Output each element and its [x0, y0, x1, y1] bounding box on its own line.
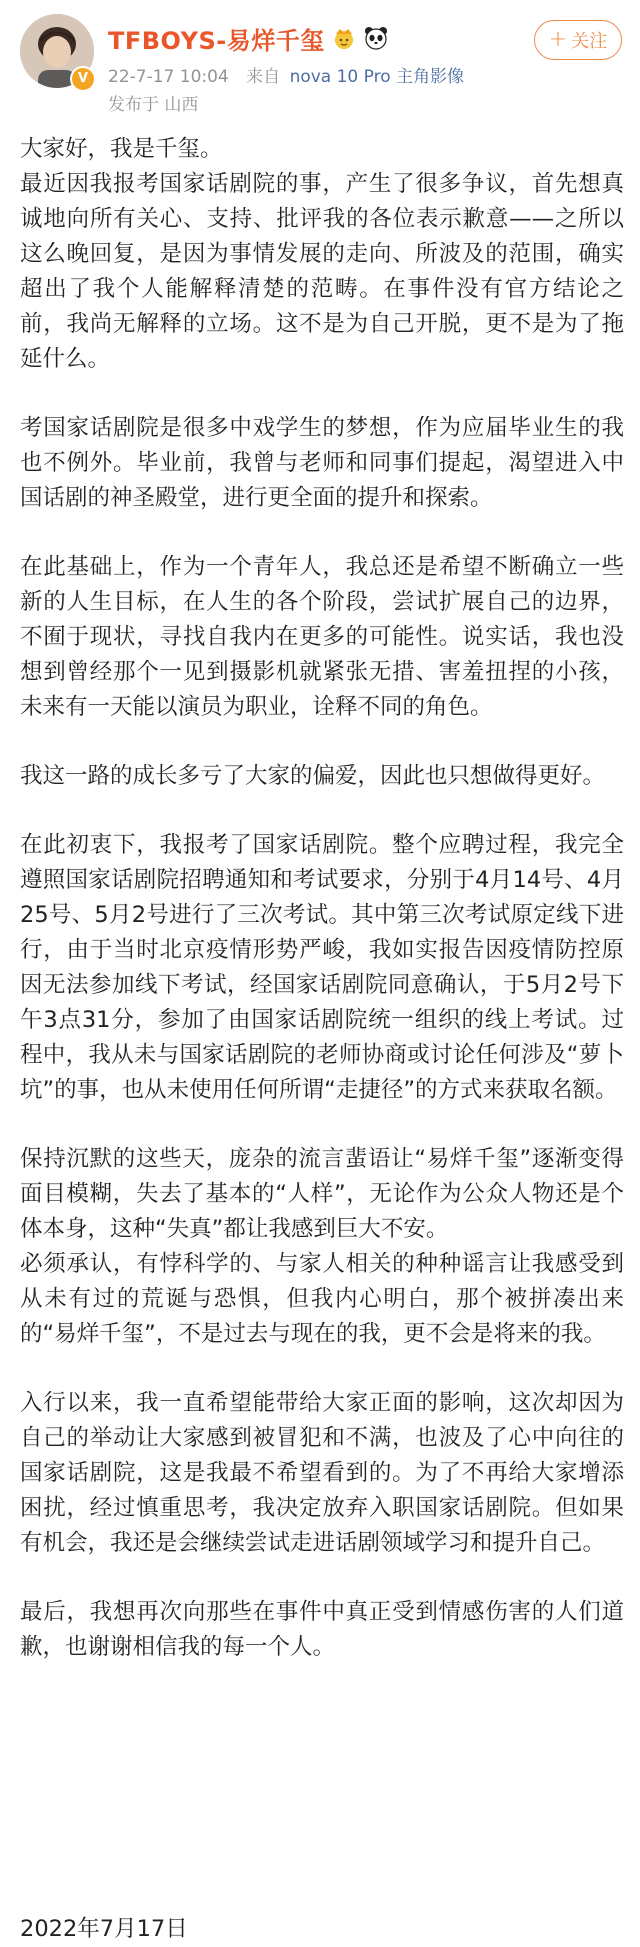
post-date-signoff: 2022年7月17日 — [20, 1916, 188, 1942]
post-paragraph: 在此初衷下，我报考了国家话剧院。整个应聘过程，我完全遵照国家话剧院招聘通知和考试要求，分别于4月14号、4月25号、5月2号进行了三次考试。其中第三次考试原定线下进行，由于当时北京疫情形势严峻，我如实报告因疫情防控原因无法参加线下考试，经国家话剧院同意确认，于5月2号下午3点31分，参加了由国家话剧院统一组织的线上考试。过程中，我从未与国家话剧院的老师协商或讨论任何涉及“萝卜坑”的事，也从未使用任何所谓“走捷径”的方式来获取名额。 — [20, 832, 624, 1103]
panda-emoji-icon — [363, 25, 389, 51]
post-paragraph: 大家好，我是千玺。 最近因我报考国家话剧院的事，产生了很多争议，首先想真诚地向所有关心、支持、批评我的各位表示歉意——之所以这么晚回复，是因为事情发展的走向、所波及的范围，确实超出了我个人能解释清楚的范畴。在事件没有官方结论之前，我尚无解释的立场。这不是为自己开脱，更不是为了拖延什么。 — [20, 136, 624, 372]
post-body — [20, 132, 624, 1665]
post-paragraph: 在此基础上，作为一个青年人，我总还是希望不断确立一些新的人生目标，在人生的各个阶段，尝试扩展自己的边界，不囿于现状，寻找自我内在更多的可能性。说实话，我也没想到曾经那个一见到摄影机就紧张无措、害羞扭捏的小孩，未来有一天能以演员为职业，诠释不同的角色。 — [20, 554, 624, 720]
follow-button[interactable] — [534, 20, 622, 60]
post-location: 发布于 山西 — [108, 95, 199, 115]
follow-label: 关注 — [571, 31, 608, 52]
post-paragraph: 保持沉默的这些天，庞杂的流言蜚语让“易烊千玺”逐渐变得面目模糊，失去了基本的“人样”，无论作为公众人物还是个体本身，这种“失真”都让我感到巨大不安。 必须承认，有悖科学的、与家人相关的种种谣言让我感受到从未有过的荒诞与恐惧，但我内心明白，那个被拼凑出来的“易烊千玺”，不是过去与现在的我，更不会是将来的我。 — [20, 1146, 624, 1347]
username[interactable]: TFBOYS-易烊千玺 — [108, 26, 325, 55]
post-paragraph: 考国家话剧院是很多中戏学生的梦想，作为应届毕业生的我也不例外。毕业前，我曾与老师和同事们提起，渴望进入中国话剧的神圣殿堂，进行更全面的提升和探索。 — [20, 415, 624, 511]
username-row — [108, 20, 389, 56]
post-timestamp: 22-7-17 10:04 — [108, 67, 229, 87]
post-paragraph: 入行以来，我一直希望能带给大家正面的影响，这次却因为自己的举动让大家感到被冒犯和不满，也波及了心中向往的国家话剧院，这是我最不希望看到的。为了不再给大家增添困扰，经过慎重思考，我决定放弃入职国家话剧院。但如果有机会，我还是会继续尝试走进话剧领域学习和提升自己。 — [20, 1390, 624, 1556]
post-paragraph: 最后，我想再次向那些在事件中真正受到情感伤害的人们道歉，也谢谢相信我的每一个人。 — [20, 1599, 624, 1660]
post-meta — [108, 62, 464, 87]
device-source-link[interactable]: nova 10 Pro 主角影像 — [289, 67, 465, 87]
source-prefix: 来自 — [246, 67, 281, 87]
post-paragraph: 我这一路的成长多亏了大家的偏爱，因此也只想做得更好。 — [20, 763, 606, 789]
plus-icon: + — [548, 27, 568, 52]
verified-v-icon: V — [70, 66, 96, 92]
post-header — [0, 0, 640, 120]
crown-emoji-icon — [331, 25, 357, 51]
